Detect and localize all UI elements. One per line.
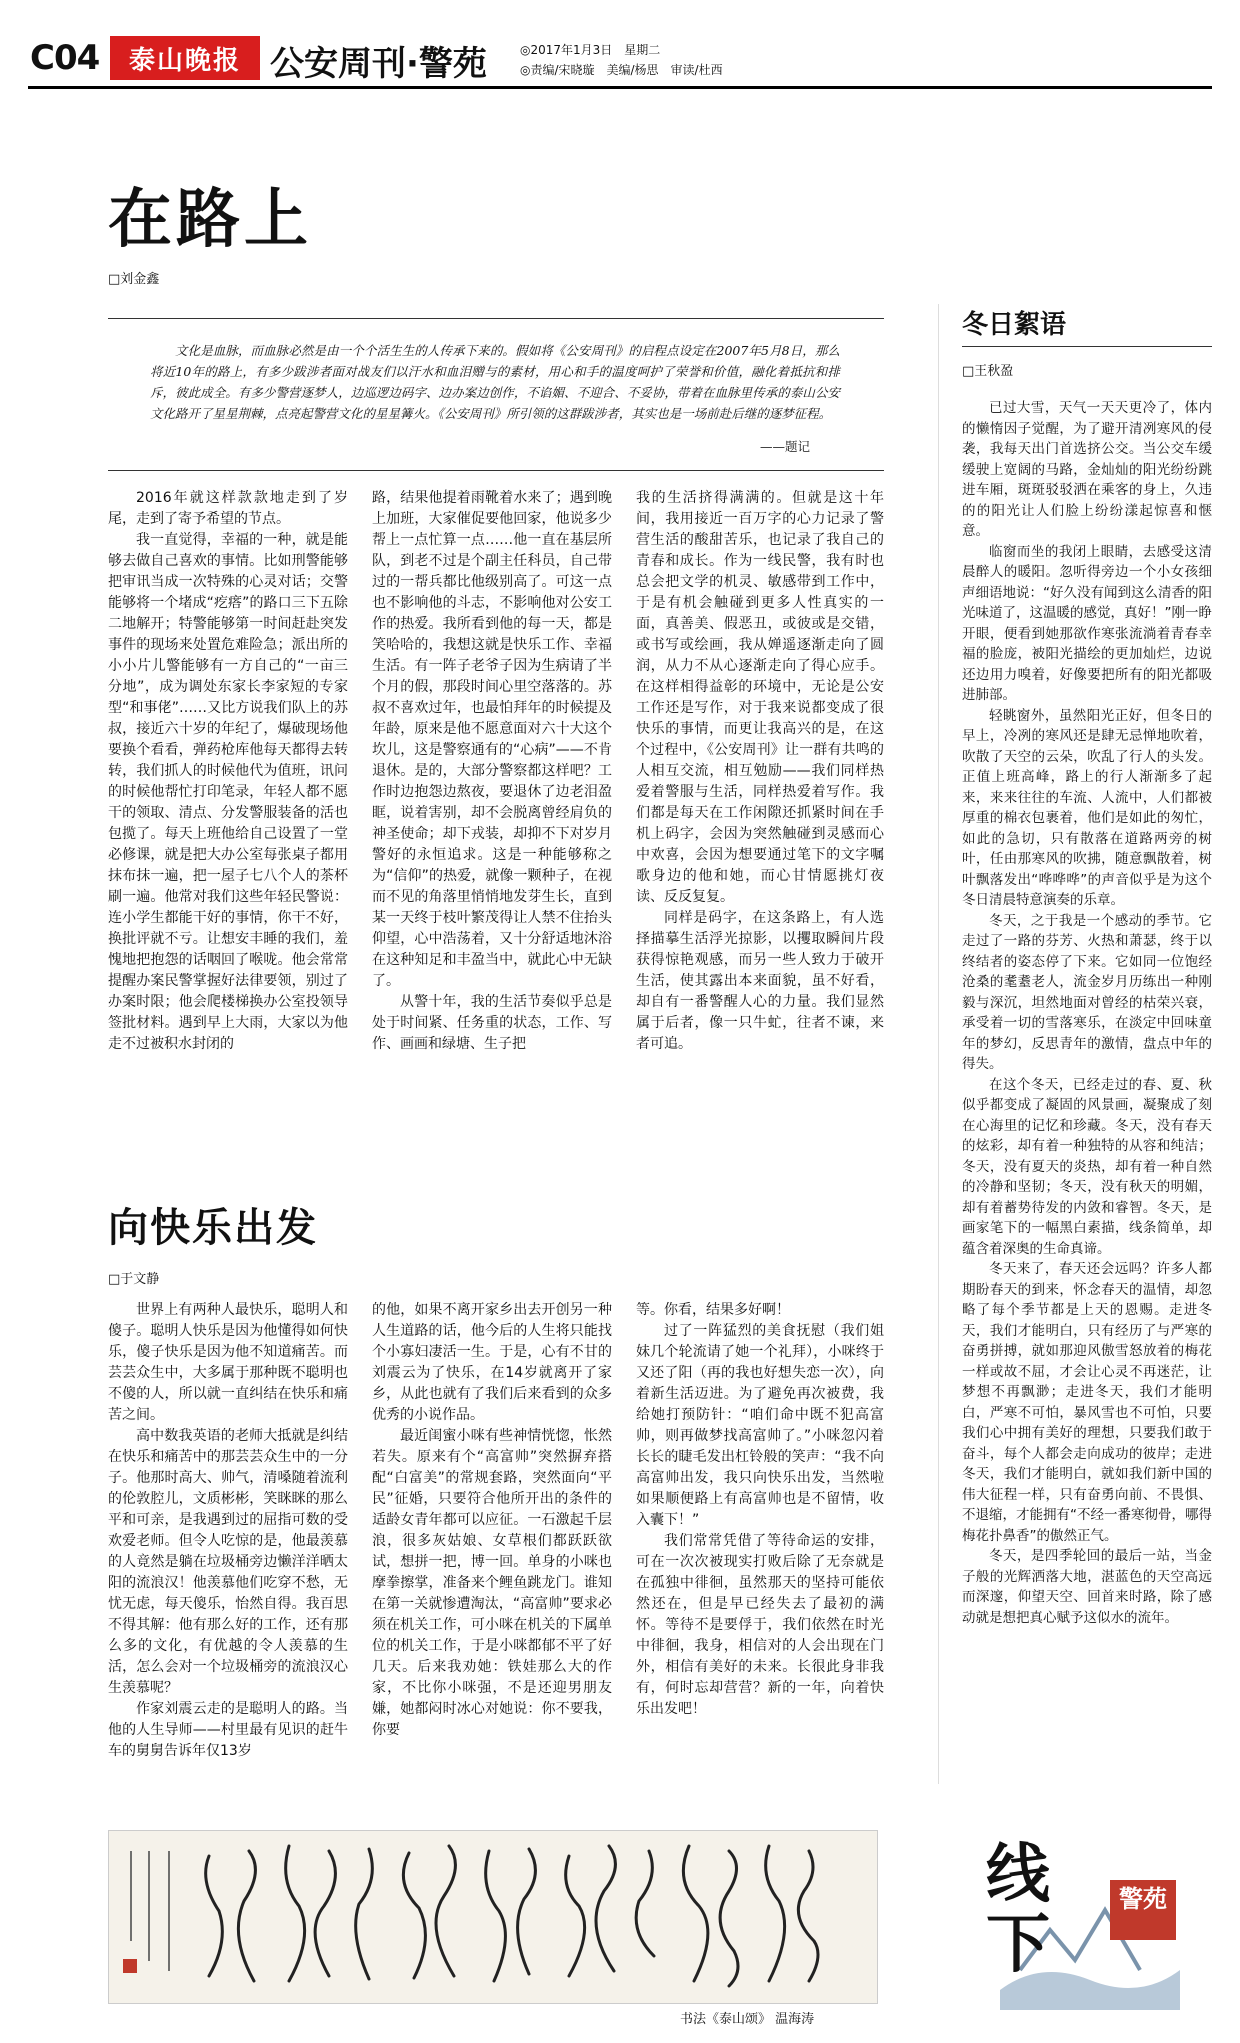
paragraph: 冬天，之于我是一个感动的季节。它走过了一路的芬芳、火热和萧瑟，终于以终结者的姿态停了下来。它如同一位饱经沧桑的耄耋老人，流金岁月历练出一种刚毅与深沉，坦然地面对曾经的枯荣兴衰，承受着一切的雪落寒乐，在淡定中回味童年的梦幻，反思青年的激情，盘点中年的得失。 — [962, 912, 1212, 1072]
paragraph: 作家刘震云走的是聪明人的路。当他的人生导师——村里最有见识的赶牛车的舅舅告诉年仅13岁 — [108, 1701, 348, 1759]
paragraph: 冬天，是四季轮回的最后一站，当金子般的光辉洒落大地，湛蓝色的天空高远而深邃，仰望天空、回首来时路，除了感动就是想把真心赋予这似水的流年。 — [962, 1548, 1212, 1626]
paragraph: 我的生活挤得满满的。但就是这十年间，我用接近一百万字的心力记录了警营生活的酸甜苦乐，也记录了我自己的青春和成长。作为一线民警，我有时也总会把文学的机灵、敏感带到工作中，于是有机会触碰到更多人性真实的一面，真善美、假恶丑，或彼或是交错，或书写或绘画，我从婵遥逐渐走向了圆润，从力不从心逐渐走向了得心应手。在这样相得益彰的环境中，无论是公安工作还是写作，对于我来说都变成了很快乐的事情，而更让我高兴的是，在这个过程中，《公安周刊》让一群有共鸣的人相互交流，相互勉励——我们同样热爱着警服与生活，同样热爱着写作。我们都是每天在工作闲隙还抓紧时间在手机上码字，会因为突然触碰到灵感而心中欢喜，会因为想要通过笔下的文字嘱歌身边的他和她，而心甘情愿挑灯夜读、反反复复。 — [636, 490, 884, 905]
paragraph: 过了一阵猛烈的美食抚慰（我们姐妹几个轮流请了她一个礼拜），小咪终于又还了阳（再的我也好想失恋一次），向着新生活迈进。为了避免再次被费，我给她打预防针：“咱们命中既不犯高富帅，则再做梦找高富帅了。”小咪忽闪着长长的睫毛发出杠铃般的笑声：“我不向高富帅出发，我只向快乐出发，当然啦如果顺便路上有高富帅也是不留情，收入囊下！” — [636, 1323, 884, 1528]
intro-top-rule — [108, 318, 884, 319]
paragraph: 已过大雪，天气一天天更冷了，体内的懒惰因子觉醒，为了避开清冽寒风的侵袭，我每天出门首选挤公交。当公交车缓缓驶上宽阔的马路，金灿灿的阳光纷纷跳进车厢，斑斑驳驳洒在乘客的身上，久违的的阳光让人们脸上纷纷漾起惊喜和惬意。 — [962, 400, 1212, 539]
main-article-byline: □刘金鑫 — [108, 272, 160, 287]
side-article-byline: □王秋盈 — [962, 364, 1014, 379]
paragraph: 冬天来了，春天还会远吗？许多人都期盼春天的到来，怀念春天的温情，却忽略了每个季节都是上天的恩赐。走进冬天，我们才能明白，只有经历了与严寒的奋勇拼搏，就如那迎风傲雪怒放着的梅花一样或故不屈，才会让心灵不再迷茫，让梦想不再飘渺；走进冬天，我们才能明白，严寒不可怕，暴风雪也不可怕，只要我们心中拥有美好的理想，只要我们敢于奋斗，每个人都会走向成功的彼岸；走进冬天，我们才能明白，就如我们新中国的伟大征程一样，只有奋勇向前、不畏惧、不退缩，才能拥有“不经一番寒彻骨，哪得梅花扑鼻香”的傲然正气。 — [962, 1261, 1212, 1544]
main-article-title: 在路上 — [108, 183, 312, 257]
section-title: 公安周刊·警苑 — [270, 44, 487, 84]
paragraph: 的他，如果不离开家乡出去开创另一种人生道路的话，他今后的人生将只能找个小寡妇凄活一生。于是，心有不甘的刘震云为了快乐，在14岁就离开了家乡，从此也就有了我们后来看到的众多优秀的小说作品。 — [372, 1302, 612, 1423]
stamp-text-large: 线下 — [986, 1837, 1050, 1982]
stamp-text-small: 警苑 — [1119, 1885, 1167, 1913]
second-article-byline: □于文静 — [108, 1272, 160, 1287]
second-article-column-3 — [636, 1300, 884, 1720]
side-title-rule — [962, 346, 1212, 347]
column-stamp — [980, 1837, 1190, 2020]
paragraph: 临窗而坐的我闭上眼睛，去感受这清晨醉人的暖阳。忽听得旁边一个小女孩细声细语地说：“好久没有闻到这么清香的阳光味道了，这温暖的感觉，真好！”刚一睁开眼，便看到她那欲作寒张流淌着青春幸福的脸庞，被阳光描绘的更加灿烂，边说还边用力嗅着，好像要把所有的阳光都吸进肺部。 — [962, 543, 1212, 703]
second-article-title: 向快乐出发 — [108, 1205, 318, 1251]
paragraph: 我一直觉得，幸福的一种，就是能够去做自己喜欢的事情。比如刑警能够把审讯当成一次特殊的心灵对话；交警能够将一个堵成“疙瘩”的路口三下五除二地解开；特警能够第一时间赶赴突发事件的现场来处置危难险急；派出所的小小片儿警能够有一方自己的“一亩三分地”，成为调处东家长李家短的专家型“和事佬”……又比方说我们队上的苏叔，接近六十岁的年纪了，爆破现场他要换个看看，弹药枪库他每天都得去转转，我们抓人的时候他代为值班，讯问的时候他帮忙打印笔录，年轻人都不愿干的领取、清点、分发警服装备的活也包揽了。每天上班他给自己设置了一堂必修课，就是把大办公室每张桌子都用抹布抹一遍，把一屋子七八个人的茶杯刷一遍。他常对我们这些年轻民警说：连小学生都能干好的事情，你干不好，换批评就不亏。让想安丰睡的我们，羞愧地把抱怨的话咽回了喉咙。他会常常提醒办案民警掌握好法律要领，别过了办案时限；他会爬楼梯换办公室投领导签批材料。遇到早上大雨，大家以为他走不过被积水封闭的 — [108, 532, 348, 1052]
paragraph: 从警十年，我的生活节奏似乎总是处于时间紧、任务重的状态，工作、写作、画画和绿塘、生子把 — [372, 994, 612, 1052]
calligraphy-strokes — [109, 1831, 877, 2003]
paragraph: 世界上有两种人最快乐，聪明人和傻子。聪明人快乐是因为他懂得如何快乐，傻子快乐是因为他不知道痛苦。而芸芸众生中，大多属于那种既不聪明也不傻的人，所以就一直纠结在快乐和痛苦之间。 — [108, 1302, 348, 1423]
paragraph: 等。你看，结果多好啊！ — [636, 1302, 790, 1318]
issue-editors: ◎责编/宋晓璇 美编/杨思 审读/杜西 — [520, 63, 723, 77]
main-article-column-1 — [108, 488, 348, 1055]
side-article-body — [962, 398, 1212, 1628]
paragraph: 2016年就这样款款地走到了岁尾，走到了寄予希望的节点。 — [108, 490, 348, 527]
header-rule — [28, 86, 1212, 89]
paragraph: 同样是码字，在这条路上，有人选择描摹生活浮光掠影，以攫取瞬间片段获得惊艳观感，而另一些人致力于破开生活，使其露出本来面貌，虽不好看，却自有一番警醒人心的力量。我们显然属于后者，像一只牛虻，往者不谏，来者可追。 — [636, 910, 884, 1052]
paragraph: 在这个冬天，已经走过的春、夏、秋似乎都变成了凝固的风景画，凝聚成了刻在心海里的记忆和珍藏。冬天，没有春天的炫彩，却有着一种独特的从容和纯洁；冬天，没有夏天的炎热，却有着一种自然的冷静和坚韧；冬天，没有秋天的明媚，却有着蓄势待发的内敛和睿智。冬天，是画家笔下的一幅黑白素描，线条简单，却蕴含着深奥的生命真谛。 — [962, 1076, 1212, 1257]
main-article-column-2 — [372, 488, 612, 1055]
paragraph: 路，结果他提着雨靴着水来了；遇到晚上加班，大家催促要他回家，他说多少帮上一点忙算一点……他一直在基层所队，到老不过是个副主任科员，自己带过的一帮兵都比他级别高了。可这一点也不影响他的斗志，不影响他对公安工作的热爱。我所看到他的每一天，都是笑哈哈的，我想这就是快乐工作、幸福生活。有一阵子老爷子因为生病请了半个月的假，那段时间心里空落落的。苏叔不喜欢过年，也最怕拜年的时候提及年龄，原来是他不愿意面对六十大这个坎儿，这是警察通有的“心病”——不肯退休。是的，大部分警察都这样吧？工作时边抱怨边熬夜，要退休了边老泪盈眶，说着害别，却不会脱离曾经肩负的神圣使命；却下戎装，却抑不下对岁月警好的永恒追求。这是一种能够称之为“信仰”的热爱，就像一颗种子，在视而不见的角落里悄悄地发芽生长，直到某一天终于枝叶繁茂得让人禁不住抬头仰望，心中浩荡着，又十分舒适地沐浴在这种知足和丰盈当中，就此心中无缺了。 — [372, 490, 612, 989]
main-article-column-3 — [636, 488, 884, 1055]
issue-date: ◎2017年1月3日 星期二 — [520, 43, 661, 57]
intro-signature: ——题记 — [760, 439, 811, 454]
side-article-title: 冬日絮语 — [962, 310, 1067, 340]
column-divider — [938, 304, 939, 1784]
issue-meta — [520, 40, 723, 80]
second-article-column-1 — [108, 1300, 348, 1762]
main-article-intro: 文化是血脉，而血脉必然是由一个个活生生的人传承下来的。假如将《公安周刊》的启程点设定在2007年5月8日，那么将近10年的路上，有多少跋涉者面对战友们以汗水和血泪赠与的素材，用心和手的温度呵护了荣誉和价值，融化着抵抗和排斥，彼此成全。有多少警营逐梦人，边巡逻边码字、边办案边创作，不谄媚、不迎合、不妥协，带着在血脉里传承的泰山公安文化路开了星星荆棘，点亮起警营文化的星星篝火。《公安周刊》所引领的这群跋涉者，其实也是一场前赴后继的逐梦征程。 — [150, 343, 840, 421]
page-code: C04 — [30, 38, 100, 78]
intro-bottom-rule — [108, 470, 884, 471]
newspaper-logo: 泰山晚报 — [110, 36, 260, 80]
paragraph: 我们常常凭借了等待命运的安排，可在一次次被现实打败后除了无奈就是在孤独中徘徊，虽然那天的坚持可能依然还在，但是早已经失去了最初的满怀。等待不是要俘于，我们依然在时光中徘徊，我身，相信对的人会出现在门外，相信有美好的未来。长很此身非我有，何时忘却营营？新的一年，向着快乐出发吧！ — [636, 1533, 884, 1717]
calligraphy-caption: 书法《泰山颂》 温海涛 — [680, 2012, 815, 2027]
paragraph: 轻眺窗外，虽然阳光正好，但冬日的早上，冷冽的寒风还是肆无忌惮地吹着，吹散了天空的云朵，吹乱了行人的头发。正值上班高峰，路上的行人渐渐多了起来，来来往往的车流、人流中，人们都被厚重的棉衣包裹着，他们是如此的匆忙，如此的急切，只有散落在道路两旁的树叶，任由那寒风的吹拂，随意飘散着，树叶飘落发出“哗哗哗”的声音似乎是为这个冬日清晨特意演奏的乐章。 — [962, 707, 1212, 908]
paragraph: 最近闺蜜小咪有些神情恍惚，怅然若失。原来有个“高富帅”突然摒弃搭配“白富美”的常规套路，突然面向“平民”征婚，只要符合他所开出的条件的适龄女青年都可以应征。一石激起千层浪，很多灰姑娘、女草根们都跃跃欲试，想拼一把，博一回。单身的小咪也摩拳擦掌，准备来个鲤鱼跳龙门。谁知在第一关就惨遭淘汰，“高富帅”要求必须在机关工作，可小咪在机关的下属单位的机关工作，于是小咪都郁不平了好几天。后来我劝她：铁娃那么大的作家，不比你小咪强，不是还迎男朋友嫌，她都闷时冰心对她说：你不要我，你要 — [372, 1428, 612, 1738]
calligraphy-artwork — [108, 1830, 878, 2004]
paragraph: 高中数我英语的老师大抵就是纠结在快乐和痛苦中的那芸芸众生中的一分子。他那时高大、帅气，清嗓随着流利的伦敦腔儿，文质彬彬，笑眯眯的那么平和可亲，是我遇到过的屈指可数的受欢爱老师。但令人吃惊的是，他最羡慕的人竟然是躺在垃圾桶旁边懒洋洋晒太阳的流浪汉！他羡慕他们吃穿不愁，无忧无虑，每天傻乐，怡然自得。我百思不得其解：他有那么好的工作，还有那么多的文化，有优越的令人羡慕的生活，怎么会对一个垃圾桶旁的流浪汉心生羡慕呢？ — [108, 1428, 348, 1696]
second-article-column-2 — [372, 1300, 612, 1741]
